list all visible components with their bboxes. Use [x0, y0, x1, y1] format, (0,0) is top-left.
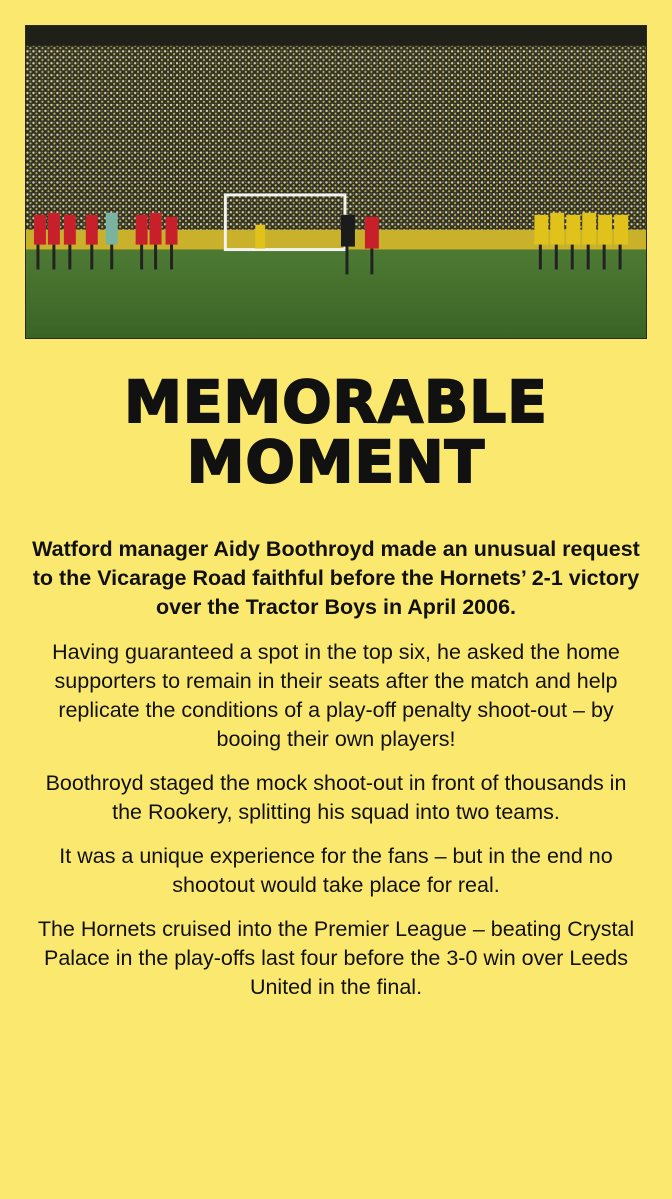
match-photo: [25, 25, 647, 339]
headline-line-2: MOMENT: [186, 428, 486, 496]
body-paragraph-1: Having guaranteed a spot in the top six, he asked the home supporters to remain in their seats after the match and help replicate the conditions of a play-off penalty shoot-out – by booing their own players!: [52, 640, 620, 751]
headline-line-1: MEMORABLE: [124, 368, 548, 436]
headline: [0, 368, 672, 496]
body-paragraph-3: It was a unique experience for the fans – but in the end no shootout would take place for real.: [59, 844, 613, 897]
body-paragraph-2: Boothroyd staged the mock shoot-out in front of thousands in the Rookery, splitting his squad into two teams.: [45, 771, 627, 824]
intro-paragraph: Watford manager Aidy Boothroyd made an unusual request to the Vicarage Road faithful before the Hornets’ 2-1 victory over the Tractor Boys in April 2006.: [32, 537, 640, 619]
penalty-shootout-photo-icon: [26, 26, 646, 338]
article-body: [30, 535, 642, 1017]
body-paragraph-4: The Hornets cruised into the Premier League – beating Crystal Palace in the play-offs last four before the 3-0 win over Leeds United in the final.: [37, 917, 635, 999]
